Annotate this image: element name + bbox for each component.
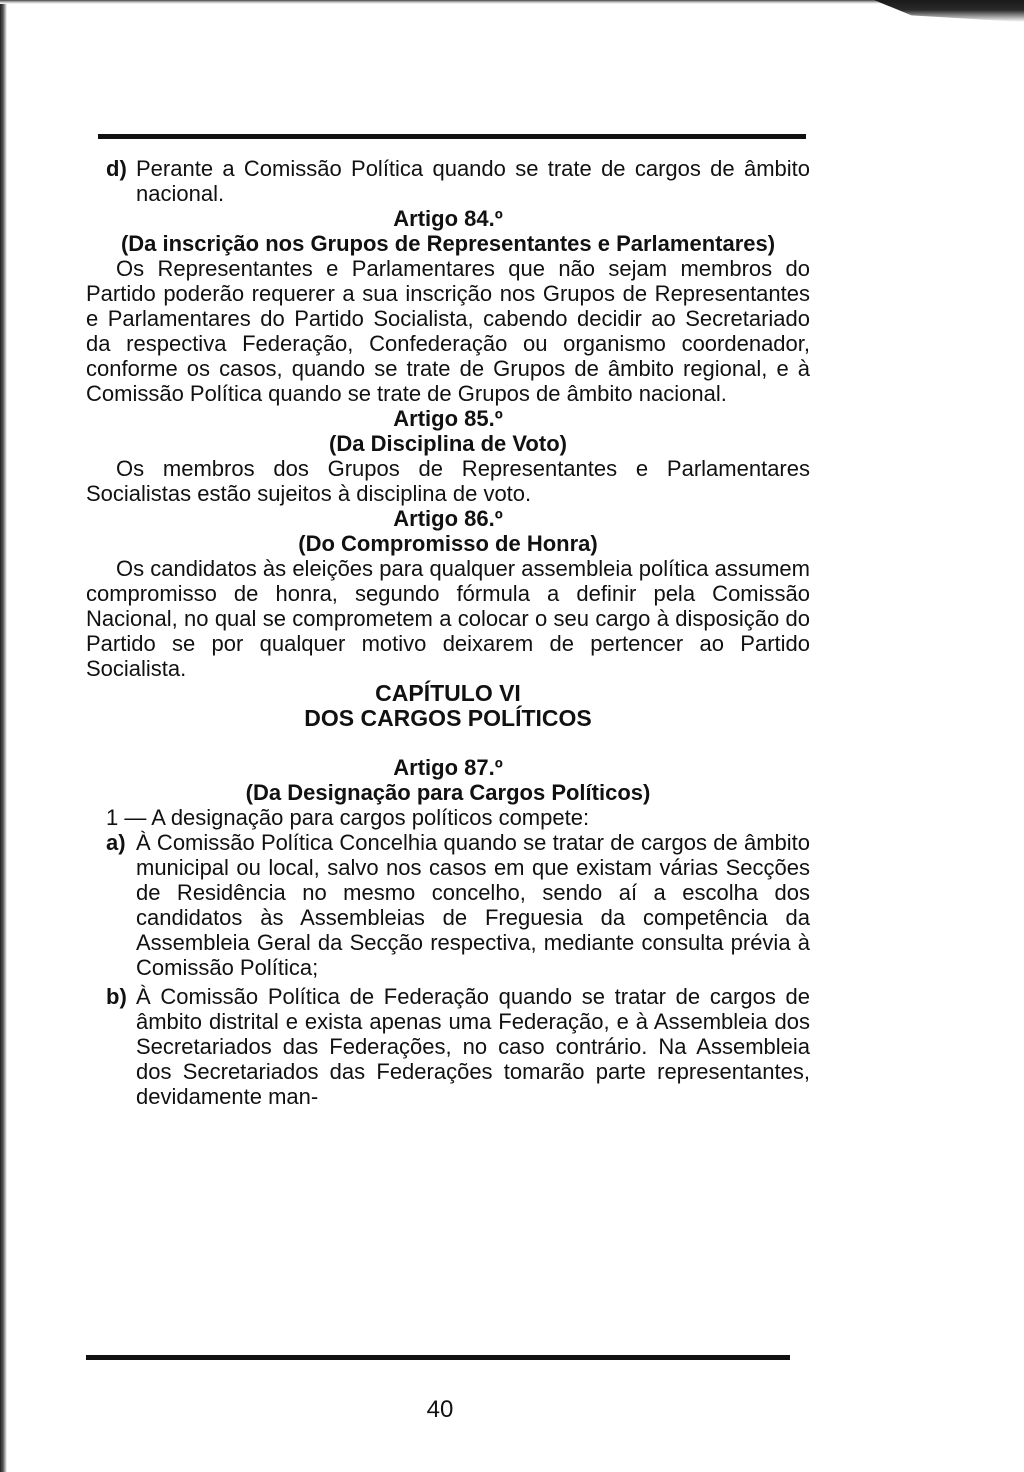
item-label: b) (106, 984, 127, 1009)
item-text: Perante a Comissão Política quando se trate de cargos de âmbito nacional. (136, 156, 810, 206)
chapter-title: CAPÍTULO VI (375, 680, 521, 706)
article-title: Artigo 85.º (393, 406, 503, 431)
scan-left-edge (0, 0, 7, 1472)
item-text: À Comissão Política Concelhia quando se tratar de cargos de âmbito municipal ou local, salvo nos casos em que existam várias Secções de Residência no mesmo concelho, sendo aí a escolha dos candidatos às Assembleias de Freguesia da competência da Assembleia Geral da Secção respectiva, mediante consulta prévia à Comissão Política; (136, 830, 810, 980)
chapter-subtitle: DOS CARGOS POLÍTICOS (304, 705, 592, 731)
article-subtitle: (Da Disciplina de Voto) (329, 431, 567, 456)
article-body: Os candidatos às eleições para qualquer assembleia política assumem compromisso de honra, segundo fórmula a definir pela Comissão Nacional, no qual se comprometem a colocar o seu cargo à disposição do Partido se por qualquer motivo deixarem de pertencer ao Partido Socialista. (86, 556, 810, 681)
article-subtitle: (Do Compromisso de Honra) (298, 531, 598, 556)
list-item-b (86, 984, 810, 1109)
article-title: Artigo 86.º (393, 506, 503, 531)
article-subtitle: (Da Designação para Cargos Políticos) (245, 780, 651, 805)
item-text: À Comissão Política de Federação quando se tratar de cargos de âmbito distrital e exista apenas uma Federação, e à Assembleia dos Secretariados das Federações, no caso contrário. Na Assembleia dos Secretariados das Federações tomarão parte representantes, devidamente man- (136, 984, 810, 1109)
item-label: d) (106, 156, 127, 181)
page-number: 40 (426, 1396, 454, 1423)
bottom-rule (86, 1355, 790, 1360)
scan-top-edge (0, 0, 1024, 4)
article-body: Os membros dos Grupos de Representantes e Parlamentares Socialistas estão sujeitos à disciplina de voto. (86, 456, 810, 506)
top-rule (98, 134, 806, 139)
page-content (86, 156, 810, 1109)
scan-corner-shadow (874, 0, 1024, 22)
article-body: Os Representantes e Parlamentares que não sejam membros do Partido poderão requerer a sua inscrição nos Grupos de Representantes e Parlamentares do Partido Socialista, cabendo decidir ao Secretariado da respectiva Federação, Confederação ou organismo coordenador, conforme os casos, quando se trate de Grupos de âmbito regional, e à Comissão Política quando se trate de Grupos de âmbito nacional. (86, 256, 810, 406)
article-subtitle: (Da inscrição nos Grupos de Representantes e Parlamentares) (120, 231, 776, 256)
list-item-a (86, 830, 810, 980)
item-label: a) (106, 830, 126, 855)
list-item-d (86, 156, 810, 206)
section-intro: 1 — A designação para cargos políticos compete: (106, 805, 590, 830)
article-title: Artigo 87.º (393, 755, 503, 780)
article-title: Artigo 84.º (393, 206, 503, 231)
